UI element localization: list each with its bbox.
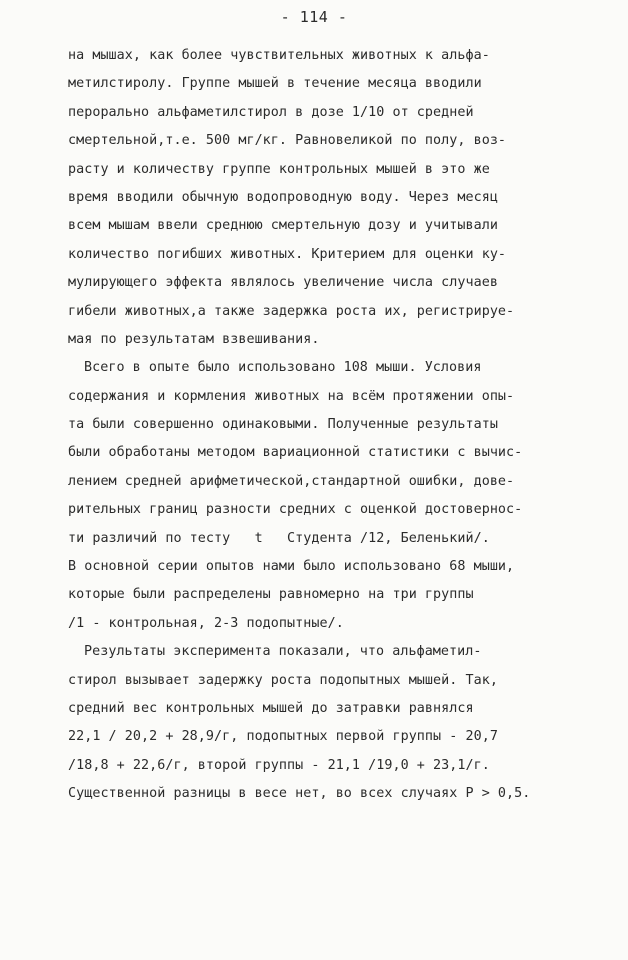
text-line: количество погибших животных. Критерием для оценки ку- [68,246,507,262]
text-line: перорально альфаметилстирол в дозе 1/10 от средней [68,104,474,120]
text-line: стирол вызывает задержку роста подопытных мышей. Так, [68,672,498,688]
text-line: метилстиролу. Группе мышей в течение месяца вводили [68,76,482,92]
text-line: были обработаны методом вариационной статистики с вычис- [68,445,523,461]
text-line: В основной серии опытов нами было использовано 68 мыши, [68,559,515,575]
text-line: та были совершенно одинаковыми. Полученные результаты [68,417,498,433]
text-line: ти различий по тесту t Студента /12, Беленький/. [68,530,490,546]
text-line: лением средней арифметической,стандартной ошибки, дове- [68,473,515,489]
text-line: /1 - контрольная, 2-3 подопытные/. [68,615,344,631]
text-line: Всего в опыте было использовано 108 мыши. Условия [84,360,482,376]
text-line: содержания и кормления животных на всём протяжении опы- [68,388,515,404]
text-line: средний вес контрольных мышей до затравки равнялся [68,700,474,716]
text-line: 22,1 / 20,2 + 28,9/г, подопытных первой группы - 20,7 [68,729,498,745]
text-line: мая по результатам взвешивания. [68,331,320,347]
page-number: - 114 - [280,8,348,26]
text-line: которые были распределены равномерно на три группы [68,587,474,603]
text-line: гибели животных,а также задержка роста их, регистрируе- [68,303,515,319]
body-text [68,42,608,809]
text-line: время вводили обычную водопроводную воду. Через месяц [68,189,498,205]
text-line: всем мышам ввели среднюю смертельную дозу и учитывали [68,218,498,234]
text-line: расту и количеству группе контрольных мышей в это же [68,161,490,177]
text-line: Результаты эксперимента показали, что альфаметил- [84,644,482,660]
text-line: смертельной,т.е. 500 мг/кг. Равновеликой по полу, воз- [68,133,507,149]
text-line: мулирующего эффекта являлось увеличение числа случаев [68,275,498,291]
text-line: рительных границ разности средних с оценкой достоверноc- [68,502,523,518]
text-line: Существенной разницы в весе нет, во всех случаях P > 0,5. [68,786,531,802]
text-line: /18,8 + 22,6/г, второй группы - 21,1 /19,0 + 23,1/г. [68,757,490,773]
text-line: на мышах, как более чувствительных животных к альфа- [68,48,490,63]
